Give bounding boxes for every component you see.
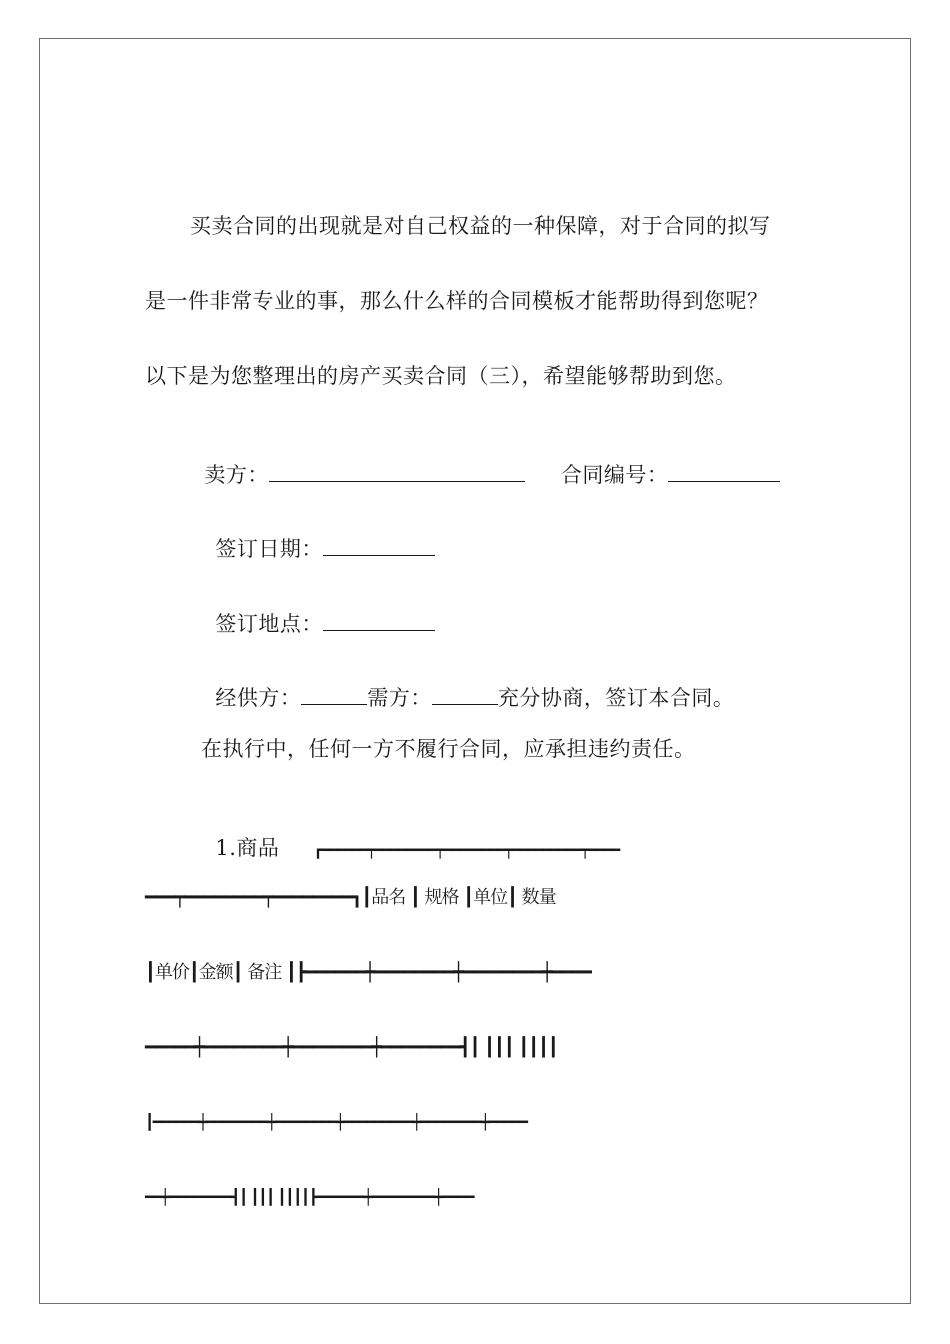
intro-line-2: 是一件非常专业的事，那么什么样的合同模板才能帮助得到您呢？ [145,289,769,313]
buyer-label: 需方： [367,686,432,710]
buyer-blank [432,686,498,705]
table-text-row-3: ┃单价┃金额┃ 备注 ┃┣━━━━━━┿━━━━━━━━┿━━━━━━━━┿━━━━ [145,962,591,983]
seller-row [190,439,780,487]
supplier-blank [301,686,367,705]
contract-number-blank [668,463,780,482]
intro-line-3: 以下是为您整理出的房产买卖合同（三），希望能够帮助到您。 [145,364,737,388]
table-text-row-2: ━━━┯━━━━━━━━┯━━━━━━━━┓┃品名 ┃ 规格 ┃单位┃ 数量 [145,887,556,908]
intro-line-1: 买卖合同的出现就是对自己权益的一种保障，对于合同的拟写 [190,214,771,238]
table-rule-top: ┏━━━━━━┯━━━━━━━━┯━━━━━━━━┯━━━━━━━━━┯━━━━ [313,841,619,859]
consult-text: 充分协商，签订本合同。 [497,686,735,710]
liability-clause: 在执行中，任何一方不履行合同，应承担违约责任。 [201,737,696,761]
sign-place-row [201,588,435,636]
seller-blank [269,463,525,482]
table-text-row-4: ━━━━━┿━━━━━━━━┿━━━━━━━━┿━━━━━━━━┫┃ ┃┃┃ ┃┃┃┃ [145,1037,558,1058]
sign-place-label: 签订地点： [215,612,323,636]
sign-date-label: 签订日期： [215,537,323,561]
seller-label: 卖方： [204,463,269,487]
supplier-label: 经供方： [215,686,302,710]
goods-heading: 1.商品 [215,836,280,860]
table-text-row-5: ┃━━━━━━┿━━━━━━━━┿━━━━━━━━┿━━━━━━━━━┿━━━━━━━━┿━━━━━ [145,1113,527,1131]
sign-date-row [201,513,435,561]
sign-place-blank [323,612,435,631]
sign-date-blank [323,537,435,556]
contract-number-label: 合同编号： [560,463,669,487]
parties-row [201,662,734,710]
goods-heading-row [201,812,619,862]
table-text-row-6: ━━┿━━━━━━━━┫┃ ┃┃┃ ┃┃┃┃┣━━━━━━┿━━━━━━━━┿━━━━ [145,1188,474,1206]
